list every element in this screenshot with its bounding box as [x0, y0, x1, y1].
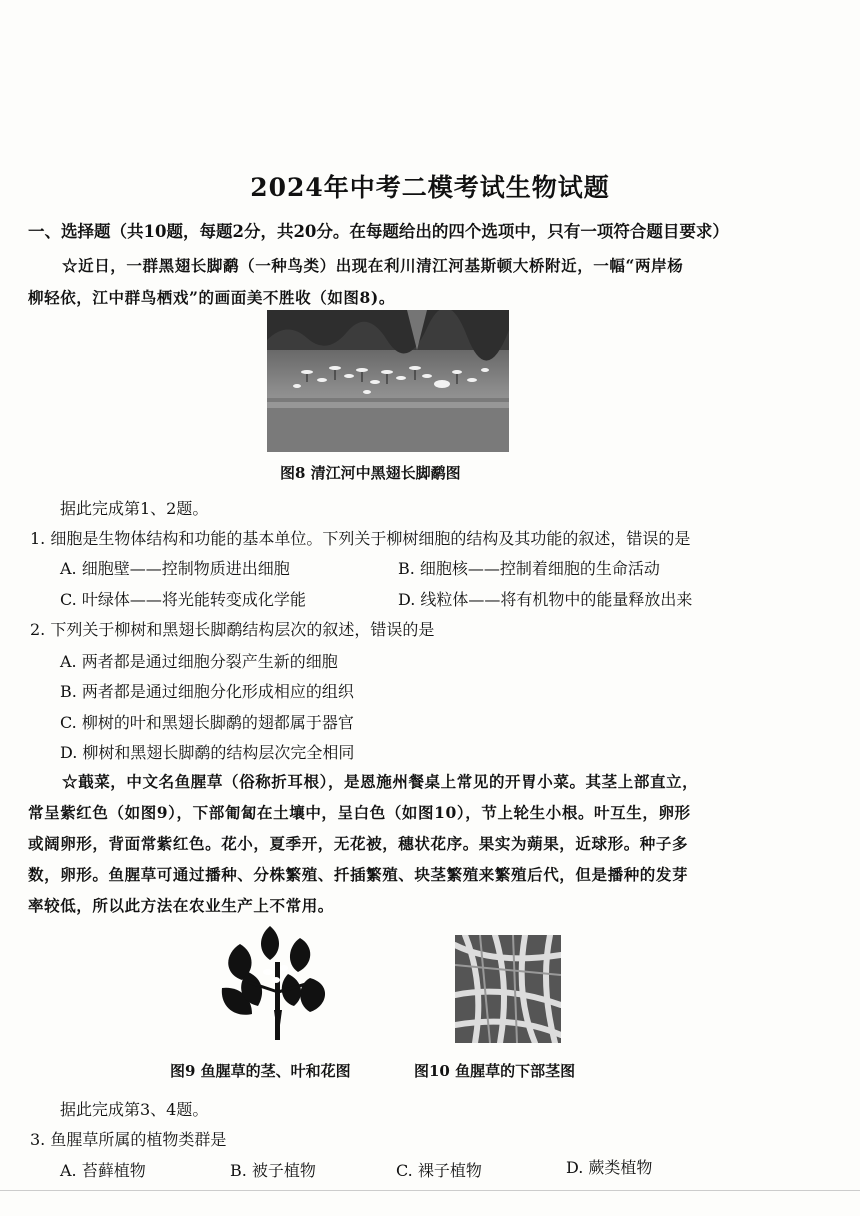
- q1-option-a: A. 细胞壁——控制物质进出细胞: [60, 559, 290, 578]
- q3-stem: 3. 鱼腥草所属的植物类群是: [30, 1130, 227, 1149]
- passage2-line4: 数，卵形。鱼腥草可通过播种、分株繁殖、扦插繁殖、块茎繁殖来繁殖后代，但是播种的发芽: [28, 865, 689, 884]
- figure10-caption: 图10 鱼腥草的下部茎图: [414, 1062, 576, 1080]
- passage2-line1: ☆蕺菜，中文名鱼腥草（俗称折耳根），是恩施州餐桌上常见的开胃小菜。其茎上部直立，: [62, 772, 699, 791]
- figure10-stem-image: [455, 935, 561, 1043]
- q1-stem: 1. 细胞是生物体结构和功能的基本单位。下列关于柳树细胞的结构及其功能的叙述，错误的是: [30, 529, 691, 548]
- figure8-photo: [267, 310, 509, 452]
- q3-option-a: A. 苔藓植物: [60, 1161, 146, 1180]
- q2-stem: 2. 下列关于柳树和黑翅长脚鹬结构层次的叙述，错误的是: [30, 620, 435, 639]
- q1-option-c: C. 叶绿体——将光能转变成化学能: [60, 590, 306, 609]
- q1-option-d: D. 线粒体——将有机物中的能量释放出来: [398, 590, 693, 609]
- q2-option-d: D. 柳树和黑翅长脚鹬的结构层次完全相同: [60, 743, 355, 762]
- q3-option-b: B. 被子植物: [230, 1161, 316, 1180]
- passage1-line1: ☆近日，一群黑翅长脚鹬（一种鸟类）出现在利川清江河基斯顿大桥附近，一幅“两岸杨: [62, 256, 684, 275]
- q2-option-b: B. 两者都是通过细胞分化形成相应的组织: [60, 682, 354, 701]
- figure9-caption: 图9 鱼腥草的茎、叶和花图: [170, 1062, 351, 1080]
- passage2-line5: 率较低，所以此方法在农业生产上不常用。: [28, 896, 334, 915]
- q3-option-d: D. 蕨类植物: [566, 1158, 653, 1177]
- figure9-plant-image: [218, 922, 338, 1042]
- passage2-line3: 或阔卵形，背面常紫红色。花小，夏季开，无花被，穗状花序。果实为蒴果，近球形。种子多: [28, 834, 689, 853]
- q2-option-a: A. 两者都是通过细胞分裂产生新的细胞: [60, 652, 338, 671]
- figure8-caption: 图8 清江河中黑翅长脚鹬图: [280, 464, 461, 482]
- q2-option-c: C. 柳树的叶和黑翅长脚鹬的翅都属于器官: [60, 713, 354, 732]
- q1-option-b: B. 细胞核——控制着细胞的生命活动: [398, 559, 660, 578]
- passage2-line2: 常呈紫红色（如图9），下部匍匐在土壤中，呈白色（如图10），节上轮生小根。叶互生，卵形: [28, 803, 691, 822]
- instruction-q1-2: 据此完成第1、2题。: [60, 499, 209, 518]
- page-bottom-divider: [0, 1190, 860, 1191]
- section-heading: 一、选择题（共10题，每题2分，共20分。在每题给出的四个选项中，只有一项符合题目要求）: [28, 222, 729, 241]
- passage1-line2: 柳轻依，江中群鸟栖戏”的画面美不胜收（如图8)。: [28, 288, 395, 307]
- instruction-q3-4: 据此完成第3、4题。: [60, 1100, 209, 1119]
- page-title: 2024年中考二模考试生物试题: [250, 173, 610, 202]
- q3-option-c: C. 裸子植物: [396, 1161, 482, 1180]
